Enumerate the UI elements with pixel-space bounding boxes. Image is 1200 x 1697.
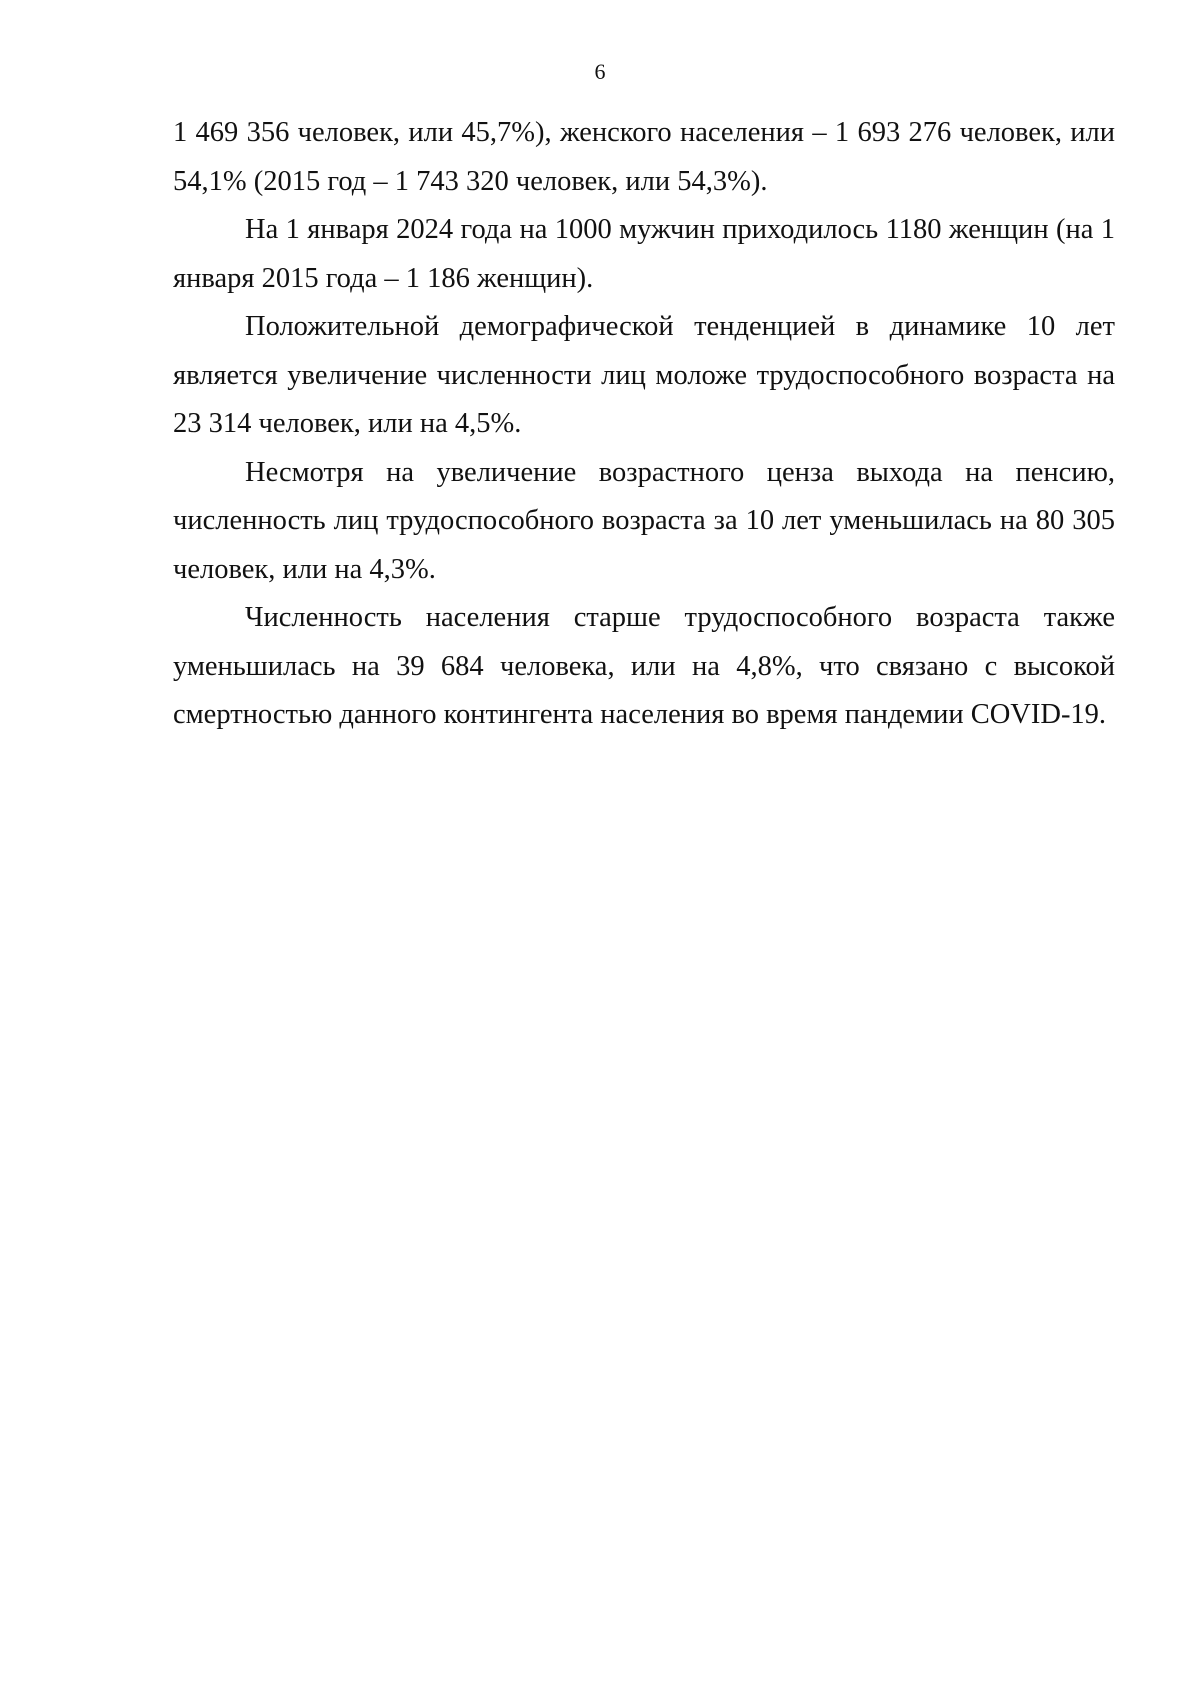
page-number: 6 xyxy=(594,59,606,84)
document-body xyxy=(173,109,1115,740)
paragraph-youth-growth: Положительной демографической тенденцией в динамике 10 лет является увеличение численности лиц моложе трудоспособного возраста на 23 314 человек, или на 4,5%. xyxy=(173,311,1115,439)
paragraph-working-age-decline: Несмотря на увеличение возрастного ценза выхода на пенсию, численность лиц трудоспособного возраста за 10 лет уменьшилась на 80 305 человек, или на 4,3%. xyxy=(173,456,1115,585)
paragraph-elderly-decline: Численность населения старше трудоспособного возраста также уменьшилась на 39 684 человека, или на 4,8%, что связано с высокой смертностью данного контингента населения во время пандемии COVID-19. xyxy=(173,602,1115,730)
paragraph-sex-ratio: На 1 января 2024 года на 1000 мужчин приходилось 1180 женщин (на 1 января 2015 года – 1 186 женщин). xyxy=(173,214,1115,294)
paragraph-continuation: 1 469 356 человек, или 45,7%), женского населения – 1 693 276 человек, или 54,1% (2015 год – 1 743 320 человек, или 54,3%). xyxy=(173,117,1115,197)
